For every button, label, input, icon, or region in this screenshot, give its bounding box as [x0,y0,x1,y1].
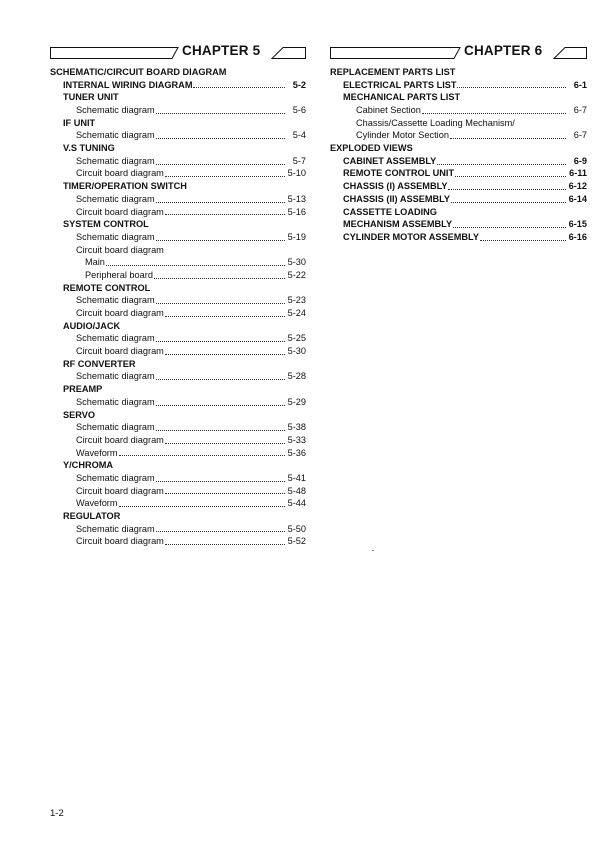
toc-subheading [50,244,306,257]
toc-section-heading: SERVO [63,409,95,420]
toc-entry [50,523,306,536]
toc-entry-label: Schematic diagram [76,231,155,242]
toc-entry-label: Schematic diagram [76,105,155,116]
chapter-5-toc [50,66,306,548]
toc-entry-label: Schematic diagram [76,472,155,483]
toc-entry-label: Circuit board diagram [76,308,164,319]
toc-page-number: 5-24 [287,308,306,319]
toc-page-number: 5-13 [287,193,306,204]
toc-entry-label: CYLINDER MOTOR ASSEMBLY [343,231,479,242]
dot-leader [156,531,285,532]
toc-entry-label: Cylinder Motor Section [356,130,449,141]
dot-leader [106,265,285,266]
toc-entry [50,168,306,181]
toc-entry [50,332,306,345]
toc-page-number: 5-28 [287,371,306,382]
toc-entry [330,231,587,244]
toc-entry [50,472,306,485]
toc-entry-label: CHASSIS (I) ASSEMBLY [343,181,448,192]
toc-page-number: 5-29 [287,396,306,407]
toc-entry-label: Schematic diagram [76,155,155,166]
toc-entry-label: REMOTE CONTROL UNIT [343,168,455,179]
toc-entry-label: ELECTRICAL PARTS LIST [343,79,457,90]
toc-entry-label: Circuit board diagram [76,485,164,496]
dot-leader [480,240,566,241]
toc-section-heading: IF UNIT [63,117,96,128]
toc-entry [50,497,306,510]
toc-entry-label: Cabinet Section [356,105,421,116]
toc-entry-label: CHASSIS (II) ASSEMBLY [343,193,451,204]
toc-page-number: 5-10 [287,168,306,179]
dot-leader [119,455,285,456]
toc-section-heading: PREAMP [63,384,103,395]
toc-page-number: 5-25 [287,333,306,344]
toc-section-heading: SYSTEM CONTROL [63,219,149,230]
dot-leader [451,202,566,203]
toc-page-number: 5-50 [287,523,306,534]
dot-leader [437,164,566,165]
toc-section-heading: V.S TUNING [63,143,115,154]
toc-entry-label: Schematic diagram [76,371,155,382]
dot-leader [154,278,285,279]
toc-section-heading: MECHANICAL PARTS LIST [343,92,461,103]
dot-leader [193,87,285,88]
toc-entry-label: Chassis/Cassette Loading Mechanism/ [356,117,515,128]
toc-entry [50,485,306,498]
toc-page-number: 6-15 [568,219,587,230]
dot-leader [156,303,285,304]
dot-leader [156,138,285,139]
chapter-5-title: CHAPTER 5 [182,43,261,58]
chapter-6-header [330,42,587,66]
toc-entry-label: Peripheral board [85,269,153,280]
toc-entry-label: MECHANISM ASSEMBLY [343,219,453,230]
toc-page-number: 5-16 [287,206,306,217]
dot-leader [156,113,285,114]
dot-leader [156,430,285,431]
toc-page-number: 6-9 [573,155,587,166]
toc-page-number: 5-52 [287,536,306,547]
chapter-banner-graphic [50,42,306,62]
toc-entry [50,345,306,358]
toc-entry [330,155,587,168]
toc-entry [50,434,306,447]
toc-entry-label: Main [85,257,105,268]
toc-entry [330,104,587,117]
dot-leader [165,493,285,494]
dot-leader [453,227,566,228]
chapter-5-header [50,42,306,66]
toc-page-number: 6-1 [573,79,587,90]
toc-entry-label: Waveform [76,498,118,509]
toc-entry [50,421,306,434]
toc-page-number: 6-11 [569,168,587,179]
toc-section-heading: REMOTE CONTROL [63,282,151,293]
toc-entry-label: Schematic diagram [76,422,155,433]
toc-entry [50,535,306,548]
toc-page-number: 5-23 [287,295,306,306]
toc-entry [50,193,306,206]
toc-entry [50,79,306,92]
toc-entry-label: Circuit board diagram [76,434,164,445]
toc-page-number: 6-7 [573,105,587,116]
toc-page-number: 6-16 [568,231,587,242]
toc-section-heading: CASSETTE LOADING [343,206,437,217]
toc-entry-label: Schematic diagram [76,333,155,344]
chapter-banner-graphic [330,42,587,62]
toc-entry-label: Schematic diagram [76,396,155,407]
toc-entry [330,79,587,92]
dot-leader [422,113,566,114]
toc-section-heading: SCHEMATIC/CIRCUIT BOARD DIAGRAM [50,67,227,77]
toc-page-number: 5-2 [292,79,306,90]
toc-page-number: 5-33 [287,434,306,445]
dot-leader [156,240,285,241]
scan-speck [372,550,374,551]
dot-leader [165,316,285,317]
toc-entry-label: Waveform [76,447,118,458]
chapter-6-toc [330,66,587,244]
toc-entry [330,129,587,142]
toc-section-heading: AUDIO/JACK [63,320,121,331]
dot-leader [119,506,285,507]
dot-leader [156,341,285,342]
toc-page-number: 5-4 [292,130,306,141]
toc-subheading [330,117,587,130]
dot-leader [165,443,285,444]
toc-section-heading: EXPLODED VIEWS [330,143,413,154]
dot-leader [156,405,285,406]
toc-entry-label: Circuit board diagram [76,168,164,179]
toc-entry [330,193,587,206]
toc-entry [50,155,306,168]
toc-section-heading: Y/CHROMA [63,460,114,471]
toc-section-heading: REGULATOR [63,511,121,522]
toc-page-number: 5-41 [287,472,306,483]
chapter-6-column [330,42,587,244]
toc-entry [50,447,306,460]
page-number: 1-2 [50,808,64,819]
dot-leader [156,481,285,482]
toc-section-heading: RF CONVERTER [63,358,136,369]
dot-leader [156,202,285,203]
toc-page-number: 6-7 [573,130,587,141]
toc-entry [50,294,306,307]
toc-entry [50,371,306,384]
dot-leader [156,379,285,380]
toc-entry [330,168,587,181]
dot-leader [455,176,566,177]
toc-page-number: 5-19 [287,231,306,242]
dot-leader [165,176,285,177]
toc-page-number: 5-30 [287,257,306,268]
toc-entry [330,218,587,231]
dot-leader [448,189,566,190]
toc-entry-label: INTERNAL WIRING DIAGRAM [63,79,193,90]
toc-entry-label: Circuit board diagram [76,244,164,255]
toc-page-number: 6-12 [568,181,587,192]
toc-entry [330,180,587,193]
chapter-6-title: CHAPTER 6 [464,43,543,58]
toc-page-number: 5-6 [292,105,306,116]
toc-entry [50,129,306,142]
toc-entry [50,269,306,282]
toc-entry-label: Schematic diagram [76,193,155,204]
toc-entry-label: CABINET ASSEMBLY [343,155,437,166]
chapter-5-column [50,42,306,548]
toc-page-number: 5-22 [287,269,306,280]
toc-entry [50,206,306,219]
toc-page-number: 5-44 [287,498,306,509]
dot-leader [165,354,285,355]
toc-entry-label: Schematic diagram [76,130,155,141]
toc-entry-label: Schematic diagram [76,295,155,306]
toc-entry-label: Circuit board diagram [76,346,164,357]
dot-leader [457,87,566,88]
toc-page-number: 5-30 [287,346,306,357]
toc-entry [50,256,306,269]
dot-leader [450,138,566,139]
toc-entry [50,104,306,117]
dot-leader [156,164,285,165]
toc-page-number: 5-36 [287,447,306,458]
toc-section-heading: TIMER/OPERATION SWITCH [63,181,187,192]
dot-leader [165,544,285,545]
toc-entry-label: Circuit board diagram [76,206,164,217]
toc-page-number: 5-48 [287,485,306,496]
toc-entry [50,231,306,244]
toc-page-number: 5-7 [292,155,306,166]
toc-entry [50,307,306,320]
toc-section-heading: TUNER UNIT [63,92,119,103]
toc-page-number: 6-14 [568,193,587,204]
toc-entry [50,396,306,409]
toc-entry-label: Circuit board diagram [76,536,164,547]
toc-section-heading: REPLACEMENT PARTS LIST [330,67,456,77]
toc-entry-label: Schematic diagram [76,523,155,534]
dot-leader [165,214,285,215]
toc-page-number: 5-38 [287,422,306,433]
